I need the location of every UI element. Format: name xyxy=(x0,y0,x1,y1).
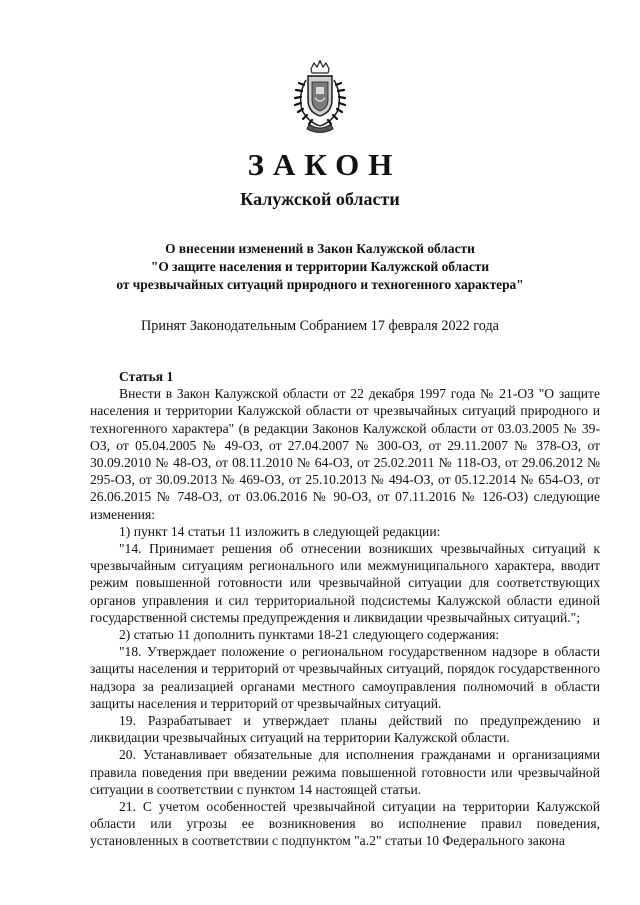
region-subtitle: Калужской области xyxy=(240,189,400,209)
paragraph: 19. Разрабатывает и утверждает планы действий по предупреждению и ликвидации чрезвычайных ситуаций на территории Калужской области. xyxy=(90,713,600,746)
article-title: Статья 1 xyxy=(119,369,174,384)
document-heading-line-3: от чрезвычайных ситуаций природного и техногенного характера" xyxy=(116,277,524,292)
paragraph: "18. Утверждает положение о региональном государственном надзоре в области защиты населения и территорий от чрезвычайных ситуаций, порядок государственного надзора за реализацией органами местного самоуправления полномочий в области защиты населения и территорий от чрезвычайных ситуаций. xyxy=(90,644,600,711)
paragraph: 2) статью 11 дополнить пунктами 18-21 следующего содержания: xyxy=(119,627,500,643)
document-body xyxy=(90,368,600,850)
paragraph: Внести в Закон Калужской области от 22 декабря 1997 года № 21-ОЗ "О защите населения и территории Калужской области от чрезвычайных ситуаций природного и техногенного характера" (в редакции Законов Калужской области от 03.03.2005 № 39-ОЗ, от 05.04.2005 № 49-ОЗ, от 27.04.2007 № 300-ОЗ, от 29.11.2007 № 378-ОЗ, от 30.09.2010 № 48-ОЗ, от 08.11.2010 № 64-ОЗ, от 25.02.2011 № 118-ОЗ, от 29.06.2012 № 295-ОЗ, от 30.09.2013 № 469-ОЗ, от 25.10.2013 № 494-ОЗ, от 05.12.2014 № 654-ОЗ, от 26.06.2015 № 748-ОЗ, от 03.06.2016 № 90-ОЗ, от 07.11.2016 № 126-ОЗ) следующие изменения: xyxy=(90,386,600,522)
adoption-statement: Принят Законодательным Собранием 17 февраля 2022 года xyxy=(141,318,499,334)
document-heading xyxy=(0,240,640,294)
paragraph: 1) пункт 14 статьи 11 изложить в следующей редакции: xyxy=(119,523,441,539)
paragraph: 21. С учетом особенностей чрезвычайной ситуации на территории Калужской области или угрозы ее возникновения во исполнение правил поведения, установленных в соответствии с подпунктом "а.2" статьи 10 Федерального закона xyxy=(90,799,600,849)
kaluga-region-coat-of-arms-icon xyxy=(289,60,351,134)
law-title: ЗАКОН xyxy=(247,147,402,182)
paragraph: "14. Принимает решения об отнесении возникших чрезвычайных ситуаций к чрезвычайным ситуациям регионального или межмуниципального характера, вводит режим повышенной готовности или чрезвычайной ситуации для соответствующих органов управления и сил территориальной подсистемы Калужской области единой государственной системы предупреждения и ликвидации чрезвычайных ситуаций."; xyxy=(90,541,600,625)
paragraph: 20. Устанавливает обязательные для исполнения гражданами и организациями правила поведения при введении режима повышенной готовности или чрезвычайной ситуации в соответствии с пунктом 14 настоящей статьи. xyxy=(90,747,600,797)
document-heading-line-1: О внесении изменений в Закон Калужской области xyxy=(165,241,475,256)
document-heading-line-2: "О защите населения и территории Калужской области xyxy=(150,259,490,274)
